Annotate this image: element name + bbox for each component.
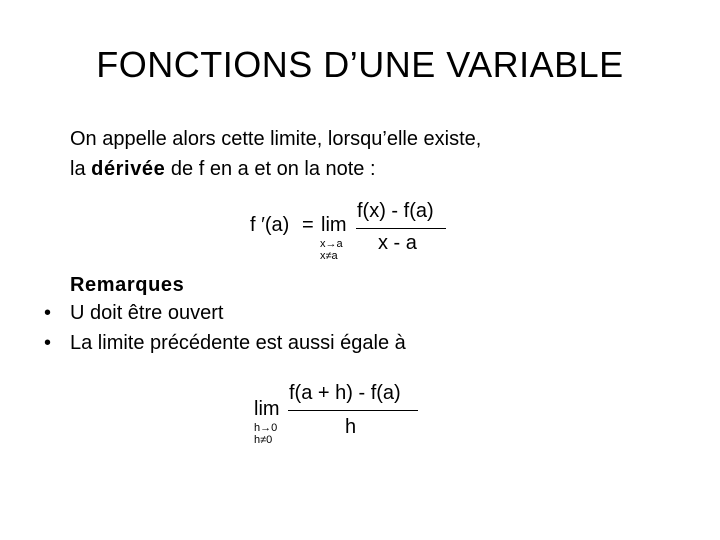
formula-lim-condition-1: x→a <box>320 238 343 250</box>
list-item: • U doit être ouvert <box>40 298 406 328</box>
formula-lim-condition-2: x≠a <box>320 250 338 262</box>
derivative-formula <box>250 198 470 264</box>
formula2-denominator: h <box>345 416 357 438</box>
intro-line-1: On appelle alors cette limite, lorsqu’elle existe, <box>70 128 482 150</box>
remarks-heading: Remarques <box>70 274 185 296</box>
remarks-list <box>40 298 406 358</box>
formula2-numerator: f(a + h) - f(a) <box>289 382 401 404</box>
formula-fraction-bar <box>356 228 446 229</box>
formula2-lim: lim <box>254 398 280 420</box>
formula2-lim-condition-1: h→0 <box>254 422 278 434</box>
formula2-fraction-bar <box>288 410 418 411</box>
alternative-limit-formula <box>254 380 434 450</box>
intro-paragraph <box>70 124 690 184</box>
bullet-icon: • <box>44 302 52 324</box>
formula-lhs: f ′(a) <box>250 214 290 236</box>
derivee-term: dérivée <box>91 158 166 180</box>
slide-title: FONCTIONS D’UNE VARIABLE <box>96 44 624 85</box>
intro-line-2-post: de f en a et on la note : <box>165 158 376 180</box>
formula-lim: lim <box>321 214 347 236</box>
formula-denominator: x - a <box>378 232 417 254</box>
intro-line-2-pre: la <box>70 158 92 180</box>
list-item: • La limite précédente est aussi égale à <box>40 328 406 358</box>
intro-line-2 <box>70 154 690 184</box>
formula-equals: = <box>302 214 314 236</box>
formula-numerator: f(x) - f(a) <box>357 200 434 222</box>
bullet-icon: • <box>44 332 52 354</box>
formula2-lim-condition-2: h≠0 <box>254 434 273 446</box>
